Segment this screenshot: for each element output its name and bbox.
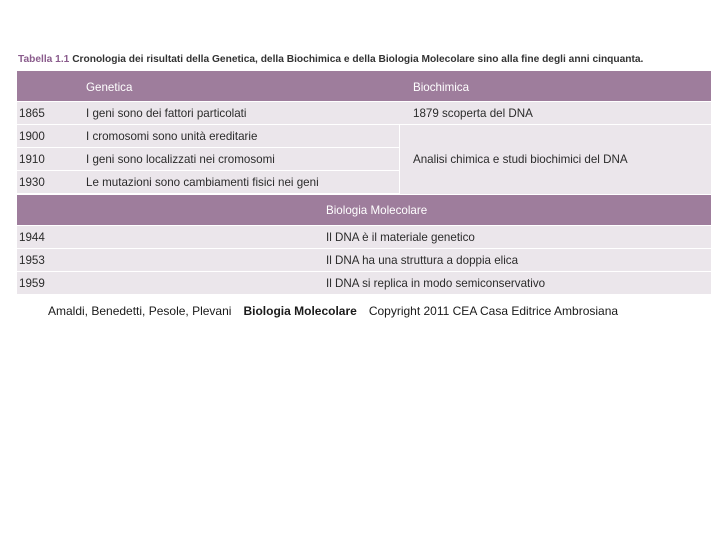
header-row-genetica-biochimica — [17, 71, 711, 102]
table-row — [17, 226, 711, 249]
genetica-cell: I cromosomi sono unità ereditarie — [86, 130, 258, 143]
molecolare-cell: Il DNA ha una struttura a doppia elica — [326, 254, 519, 267]
header-row-biologia-molecolare — [17, 195, 711, 226]
table-caption — [18, 54, 643, 65]
credit-authors: Amaldi, Benedetti, Pesole, Plevani — [48, 304, 232, 318]
year-cell: 1930 — [19, 176, 45, 189]
split-rows — [17, 125, 711, 194]
year-cell: 1944 — [19, 231, 45, 244]
source-credit — [48, 304, 618, 318]
biochimica-cell: 1879 scoperta del DNA — [413, 107, 533, 120]
molecolare-cell: Il DNA si replica in modo semiconservativo — [326, 277, 546, 290]
table-row — [17, 148, 399, 171]
credit-copyright: Copyright 2011 CEA Casa Editrice Ambrosiana — [368, 304, 619, 318]
year-cell: 1910 — [19, 153, 45, 166]
chronology-table — [17, 71, 711, 295]
table-row — [17, 171, 399, 194]
header-biochimica: Biochimica — [413, 81, 470, 94]
table-row — [17, 102, 711, 125]
year-cell: 1900 — [19, 130, 45, 143]
year-cell: 1959 — [19, 277, 45, 290]
table-row — [17, 249, 711, 272]
table-row — [17, 272, 711, 295]
biochimica-merged-text: Analisi chimica e studi biochimici del DNA — [413, 153, 628, 166]
year-cell: 1953 — [19, 254, 45, 267]
molecolare-cell: Il DNA è il materiale genetico — [326, 231, 475, 244]
table-row — [17, 125, 399, 148]
genetica-cell: I geni sono dei fattori particolati — [86, 107, 247, 120]
header-biologia-molecolare: Biologia Molecolare — [326, 204, 428, 217]
table-number: Tabella 1.1 — [18, 54, 70, 65]
header-genetica: Genetica — [86, 81, 133, 94]
year-cell: 1865 — [19, 107, 45, 120]
genetica-cell: Le mutazioni sono cambiamenti fisici nei geni — [86, 176, 319, 189]
biochimica-merged-cell — [399, 125, 711, 194]
credit-title: Biologia Molecolare — [243, 304, 357, 318]
genetica-cell: I geni sono localizzati nei cromosomi — [86, 153, 275, 166]
table-title: Cronologia dei risultati della Genetica, della Biochimica e della Biologia Molecolare sino alla fine degli anni cinquanta. — [72, 54, 644, 65]
